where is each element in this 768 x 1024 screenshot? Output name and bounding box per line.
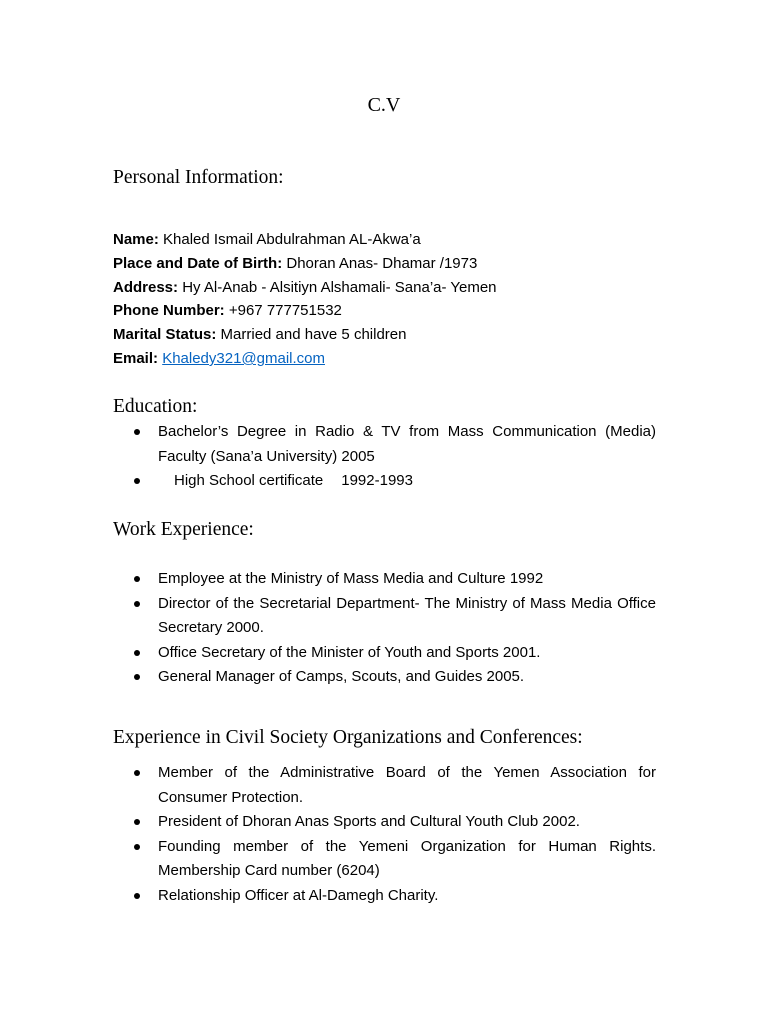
bullet-icon [134, 601, 140, 607]
list-item [131, 835, 656, 884]
work-item-text: Employee at the Ministry of Mass Media and Culture 1992 [158, 570, 544, 587]
list-item [131, 567, 656, 592]
address-label: Address: [113, 278, 179, 296]
phone-label: Phone Number: [113, 302, 225, 320]
birth-line [113, 252, 497, 276]
civil-item-text: Member of the Administrative Board of the Yemen Association for Consumer Protection. [158, 764, 656, 806]
civil-society-heading: Experience in Civil Society Organizations and Conferences: [113, 727, 583, 748]
email-link[interactable]: Khaledy321@gmail.com [162, 349, 325, 367]
phone-value: +967 777751532 [228, 302, 342, 320]
list-item [131, 761, 656, 810]
list-item [131, 469, 656, 494]
list-item [131, 884, 656, 909]
education-list [131, 420, 656, 494]
education-item-years: 1992-1993 [341, 472, 413, 489]
education-item-text: High School certificate [174, 472, 324, 489]
email-label: Email: [113, 349, 159, 367]
bullet-icon [134, 576, 140, 582]
birth-value: Dhoran Anas- Dhamar /1973 [286, 254, 478, 272]
bullet-icon [134, 819, 140, 825]
personal-info-heading: Personal Information: [113, 167, 284, 188]
list-item [131, 420, 656, 469]
list-item [131, 810, 656, 835]
name-label: Name: [113, 231, 159, 248]
marital-line [113, 323, 497, 347]
civil-item-text: Relationship Officer at Al-Damegh Charity. [158, 886, 439, 904]
marital-label: Marital Status: [113, 326, 217, 344]
work-list [131, 567, 656, 690]
personal-info-block [113, 228, 497, 371]
address-line [113, 276, 497, 300]
list-item [131, 665, 656, 690]
civil-item-text: Founding member of the Yemeni Organization for Human Rights. Membership Card number (6204) [158, 837, 656, 879]
work-item-text: Office Secretary of the Minister of Youth and Sports 2001. [158, 643, 541, 661]
work-item-text: General Manager of Camps, Scouts, and Guides 2005. [158, 668, 525, 685]
list-item [131, 592, 656, 641]
bullet-icon [134, 674, 140, 680]
civil-item-text: President of Dhoran Anas Sports and Cultural Youth Club 2002. [158, 813, 580, 830]
address-value: Hy Al-Anab - Alsitiyn Alshamali- Sana’a- Yemen [182, 278, 497, 296]
marital-value: Married and have 5 children [220, 326, 407, 344]
name-value: Khaled Ismail Abdulrahman AL-Akwa’a [163, 231, 421, 248]
email-line [113, 347, 497, 371]
name-line [113, 228, 497, 252]
bullet-icon [134, 650, 140, 656]
bullet-icon [134, 893, 140, 899]
bullet-icon [134, 770, 140, 776]
bullet-icon [134, 478, 140, 484]
work-item-text: Director of the Secretarial Department- The Ministry of Mass Media Office Secretary 2000. [158, 594, 656, 636]
civil-society-list [131, 761, 656, 908]
phone-line [113, 299, 497, 323]
education-heading: Education: [113, 396, 198, 417]
birth-label: Place and Date of Birth: [113, 254, 283, 272]
work-heading: Work Experience: [113, 519, 254, 540]
list-item [131, 641, 656, 666]
document-title: C.V [367, 94, 401, 116]
education-item-text: Bachelor’s Degree in Radio & TV from Mass Communication (Media) Faculty (Sana’a University) 2005 [158, 423, 656, 465]
bullet-icon [134, 429, 140, 435]
bullet-icon [134, 844, 140, 850]
